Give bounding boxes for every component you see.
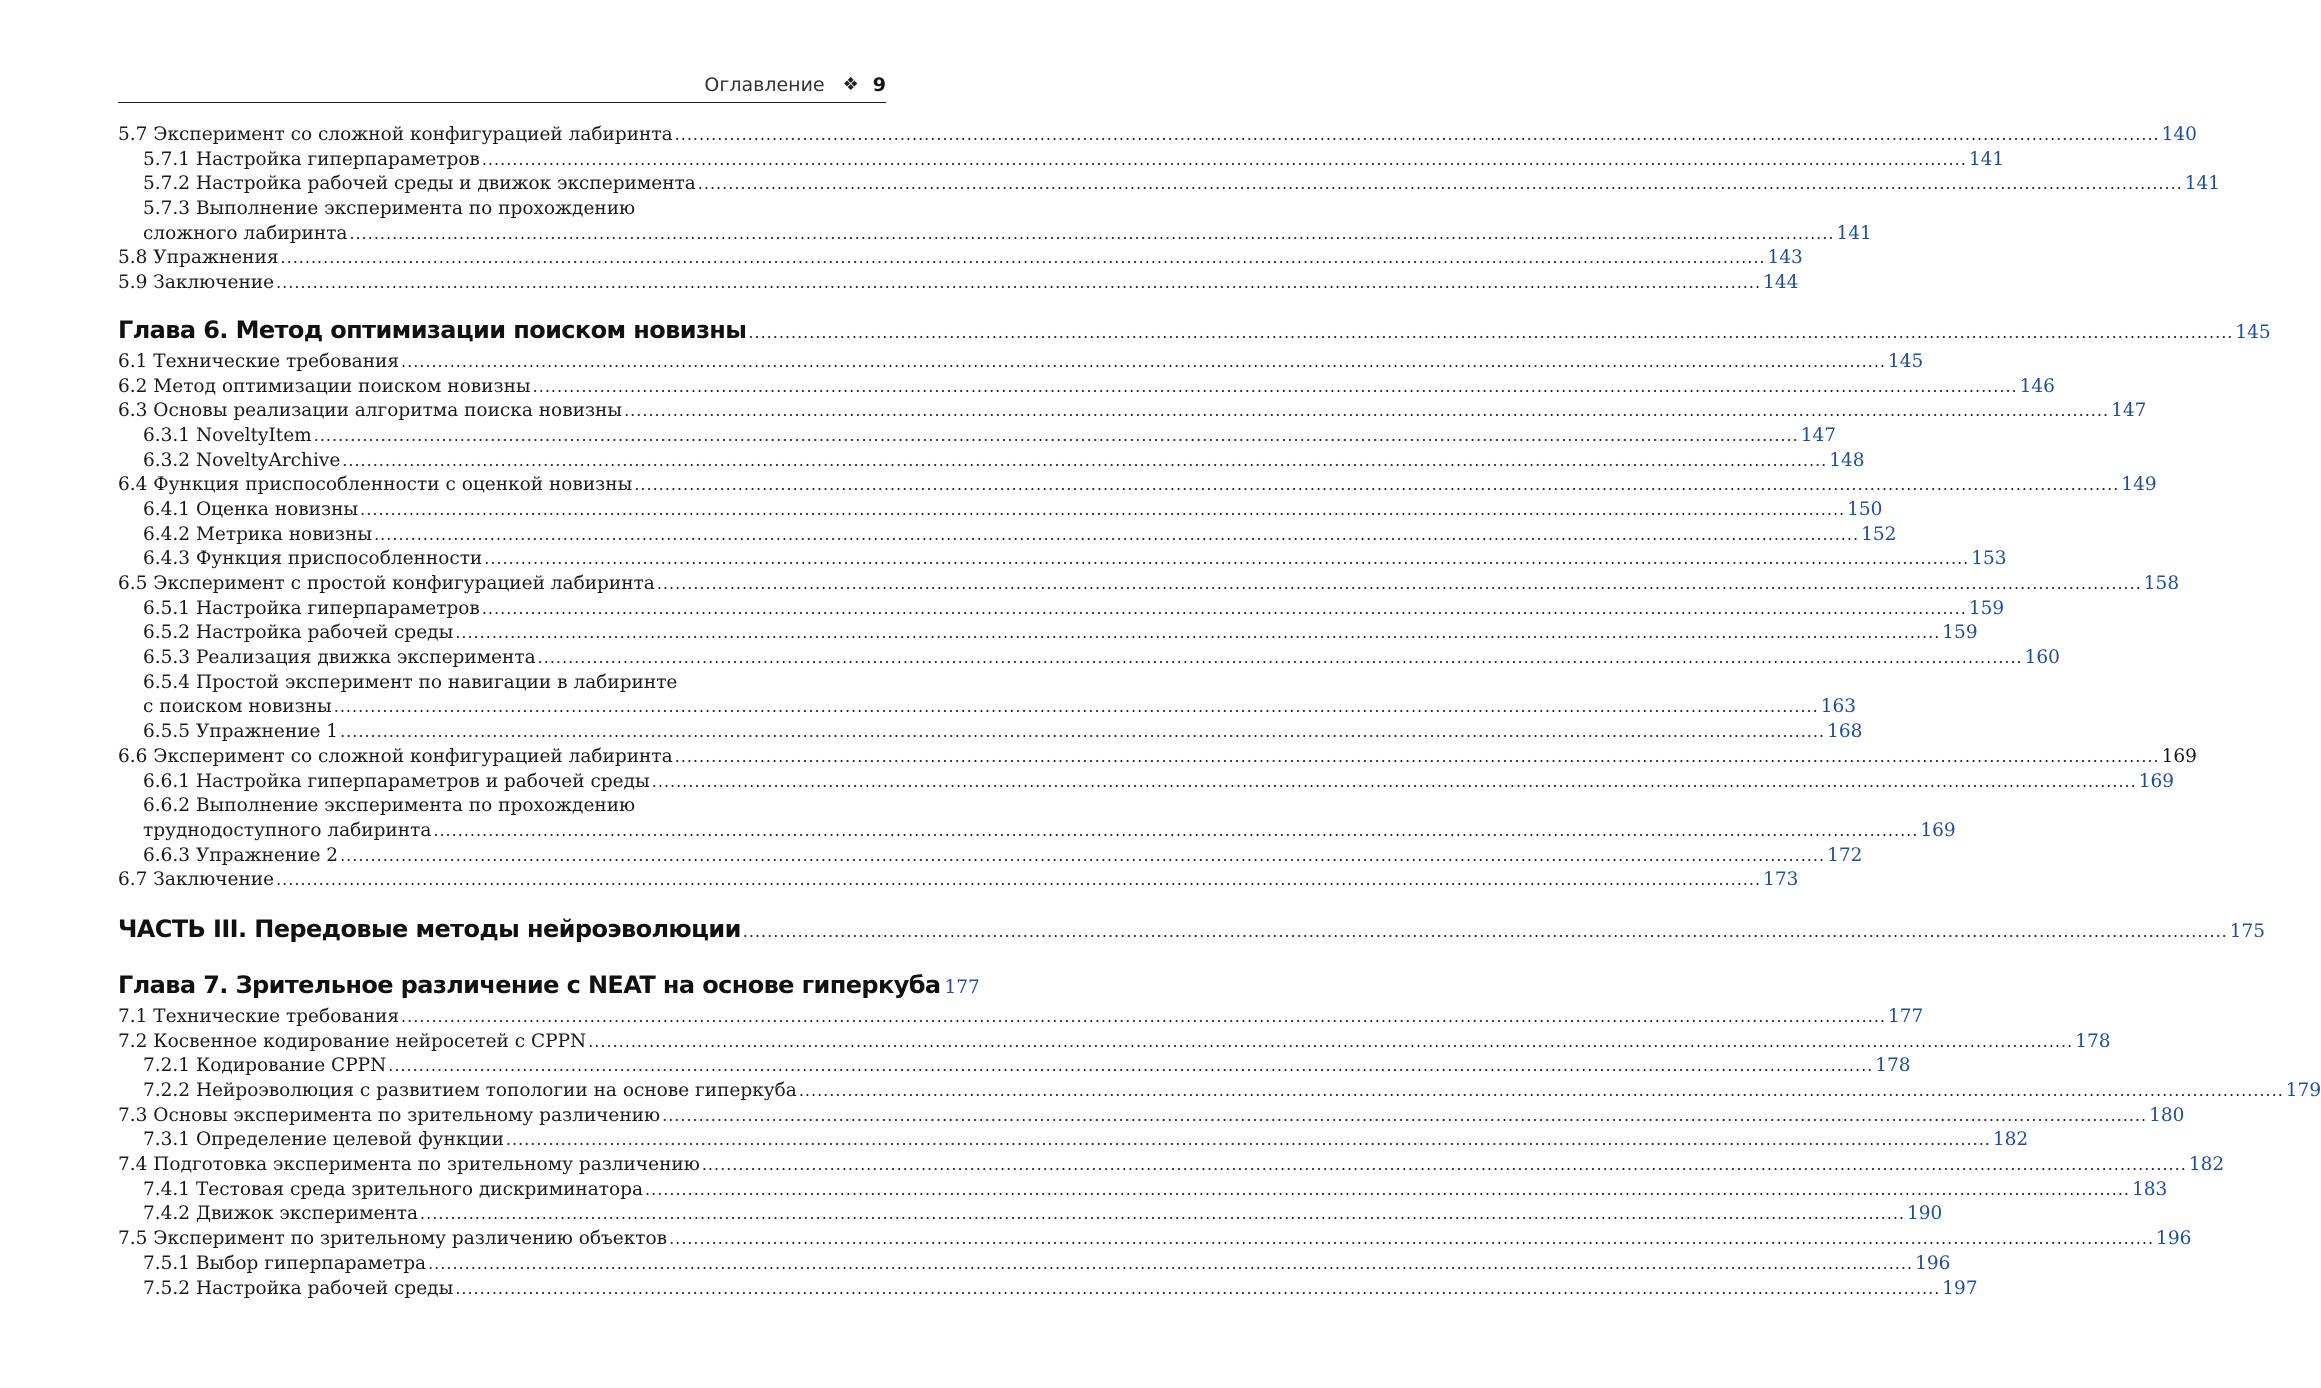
toc-entry-7-1[interactable]: 7.1 Технические требования ..... 177 (118, 1005, 886, 1030)
toc-page-link[interactable]: 145 (1888, 350, 1924, 372)
toc-chapter-6[interactable]: Глава 6. Метод оптимизации поиском новизны ..... 145 (118, 316, 886, 350)
toc-entry-7-4[interactable]: 7.4 Подготовка эксперимента по зрительному различению ..... 182 (118, 1153, 886, 1178)
toc-entry-5-7-3[interactable]: сложного лабиринта ..... 141 (118, 222, 886, 247)
toc-entry-5-8[interactable]: 5.8 Упражнения ..... 143 (118, 246, 886, 271)
toc-entry-6-5-2[interactable]: 6.5.2 Настройка рабочей среды ..... 159 (118, 621, 886, 646)
toc-entry-6-4-3[interactable]: 6.4.3 Функция приспособленности ..... 153 (118, 547, 886, 572)
toc-entry-6-5-3[interactable]: 6.5.3 Реализация движка эксперимента ..... 160 (118, 646, 886, 671)
toc-page-link[interactable]: 163 (1820, 696, 1857, 718)
toc-entry-5-7[interactable]: 5.7 Эксперимент со сложной конфигурацией лабиринта ..... 140 (118, 123, 886, 148)
toc-page-link[interactable]: 159 (1942, 622, 1978, 644)
toc-page-link[interactable]: 168 (1827, 721, 1863, 743)
toc-entry-6-6-1[interactable]: 6.6.1 Настройка гиперпараметров и рабочей среды ..... 169 (118, 770, 886, 795)
toc-page-link[interactable]: 144 (1763, 272, 1799, 294)
toc-entry-6-4-2[interactable]: 6.4.2 Метрика новизны ..... 152 (118, 523, 886, 548)
toc-page-link[interactable]: 196 (2156, 1228, 2192, 1250)
toc-page-link[interactable]: 152 (1861, 523, 1897, 545)
toc-page-link[interactable]: 182 (1992, 1129, 2029, 1151)
toc-entry-6-2[interactable]: 6.2 Метод оптимизации поиском новизны ..... 146 (118, 375, 886, 400)
toc-entry-6-5-4-line1: 6.5.4 Простой эксперимент по навигации в лабиринте (143, 671, 678, 693)
toc-page-link[interactable]: 159 (1968, 597, 2005, 619)
toc-entry-5-7-3-line1: 5.7.3 Выполнение эксперимента по прохождению (143, 198, 636, 220)
toc-page-link[interactable]: 160 (2024, 647, 2060, 669)
toc-page-link[interactable]: 177 (944, 976, 980, 998)
toc-entry-7-4-2[interactable]: 7.4.2 Движок эксперимента ..... 190 (118, 1202, 886, 1227)
toc-entry-7-5[interactable]: 7.5 Эксперимент по зрительному различению объектов ..... 196 (118, 1227, 886, 1252)
toc-page-link[interactable]: 147 (2111, 400, 2147, 422)
toc-page-link[interactable]: 178 (1875, 1055, 1911, 1077)
toc-page-link[interactable]: 141 (2184, 173, 2221, 195)
toc-entry-7-5-1[interactable]: 7.5.1 Выбор гиперпараметра ..... 196 (118, 1252, 886, 1277)
toc-page-link[interactable]: 173 (1763, 869, 1799, 891)
running-head (118, 74, 886, 103)
toc-page-link[interactable]: 169 (2138, 770, 2175, 792)
toc-entry-7-2-1[interactable]: 7.2.1 Кодирование CPPN ..... 178 (118, 1054, 886, 1079)
toc-chapter-7[interactable]: Глава 7. Зрительное различение с NEAT на основе гиперкуба 177 (118, 970, 980, 999)
toc-entry-7-2[interactable]: 7.2 Косвенное кодирование нейросетей с CPPN ..... 178 (118, 1030, 886, 1055)
toc-entry-6-6-3[interactable]: 6.6.3 Упражнение 2 ..... 172 (118, 844, 886, 869)
toc-entry-5-9[interactable]: 5.9 Заключение ..... 144 (118, 271, 886, 296)
toc-entry-6-1[interactable]: 6.1 Технические требования ..... 145 (118, 350, 886, 375)
toc-entry-7-5-2[interactable]: 7.5.2 Настройка рабочей среды ..... 197 (118, 1277, 886, 1302)
toc-entry-7-3[interactable]: 7.3 Основы эксперимента по зрительному различению ..... 180 (118, 1104, 886, 1129)
toc-page-link[interactable]: 190 (1906, 1203, 1943, 1225)
toc-entry-6-6-2[interactable]: труднодоступного лабиринта ..... 169 (118, 819, 886, 844)
toc-entry-6-4-1[interactable]: 6.4.1 Оценка новизны ..... 150 (118, 498, 886, 523)
toc-entry-6-3-1[interactable]: 6.3.1 NoveltyItem ..... 147 (118, 424, 886, 449)
toc-page-link[interactable]: 197 (1942, 1277, 1978, 1299)
toc-page-link[interactable]: 169 (2161, 745, 2197, 767)
toc-entry-6-5-1[interactable]: 6.5.1 Настройка гиперпараметров ..... 159 (118, 597, 886, 622)
toc-page-link[interactable]: 182 (2188, 1154, 2225, 1176)
toc-page-link[interactable]: 172 (1827, 844, 1863, 866)
toc-page-link[interactable]: 169 (1920, 819, 1956, 841)
toc-entry-6-4[interactable]: 6.4 Функция приспособленности с оценкой новизны ..... 149 (118, 473, 886, 498)
toc-page-link[interactable]: 153 (1971, 548, 2007, 570)
toc-part-3[interactable]: ЧАСТЬ III. Передовые методы нейроэволюции ..... 175 (118, 915, 886, 949)
toc-page-link[interactable]: 179 (2285, 1080, 2321, 1101)
toc-page-link[interactable]: 183 (2131, 1178, 2168, 1200)
toc-page-link[interactable]: 141 (1836, 222, 1872, 244)
toc-page-link[interactable]: 141 (1968, 148, 2005, 170)
toc-page-link[interactable]: 146 (2019, 375, 2055, 397)
toc-entry-5-7-2[interactable]: 5.7.2 Настройка рабочей среды и движок эксперимента ..... 141 (118, 172, 886, 197)
toc-entry-5-7-1[interactable]: 5.7.1 Настройка гиперпараметров ..... 141 (118, 148, 886, 173)
toc-entry-6-5-5[interactable]: 6.5.5 Упражнение 1 ..... 168 (118, 720, 886, 745)
toc-entry-6-3[interactable]: 6.3 Основы реализации алгоритма поиска новизны ..... 147 (118, 399, 886, 424)
toc-entry-6-6[interactable]: 6.6 Эксперимент со сложной конфигурацией лабиринта ..... 169 (118, 745, 886, 770)
toc-entry-6-7[interactable]: 6.7 Заключение ..... 173 (118, 868, 886, 893)
toc-page-link[interactable]: 140 (2161, 124, 2197, 145)
toc-page-link[interactable]: 177 (1888, 1005, 1924, 1027)
toc-page-link[interactable]: 143 (1767, 247, 1803, 269)
page-number: 9 (872, 74, 886, 96)
toc-entry-7-3-1[interactable]: 7.3.1 Определение целевой функции ..... 182 (118, 1128, 886, 1153)
toc-entry-7-2-2[interactable]: 7.2.2 Нейроэволюция с развитием топологии на основе гиперкуба ..... 179 (118, 1079, 886, 1104)
toc-page-link[interactable]: 178 (2075, 1030, 2111, 1052)
toc-page-link[interactable]: 175 (2229, 920, 2266, 942)
toc-page-link[interactable]: 147 (1800, 424, 1836, 446)
toc-page-link[interactable]: 180 (2149, 1104, 2185, 1126)
toc-page-link[interactable]: 148 (1829, 449, 1865, 471)
toc-page-link[interactable]: 149 (2121, 474, 2157, 496)
toc-page-link[interactable]: 145 (2235, 321, 2271, 343)
table-of-contents (118, 123, 2321, 1301)
toc-page-link[interactable]: 158 (2143, 573, 2180, 594)
toc-page-link[interactable]: 196 (1915, 1252, 1951, 1274)
diamond-ornament-icon: ❖ (842, 74, 859, 95)
toc-entry-7-4-1[interactable]: 7.4.1 Тестовая среда зрительного дискриминатора ..... 183 (118, 1178, 886, 1203)
toc-entry-6-6-2-line1: 6.6.2 Выполнение эксперимента по прохождению (143, 795, 636, 817)
toc-entry-6-5[interactable]: 6.5 Эксперимент с простой конфигурацией лабиринта ..... 158 (118, 572, 886, 597)
toc-entry-6-5-4[interactable]: с поиском новизны ..... 163 (118, 695, 886, 720)
running-head-title: Оглавление (704, 74, 825, 96)
toc-entry-6-3-2[interactable]: 6.3.2 NoveltyArchive ..... 148 (118, 449, 886, 474)
toc-page-link[interactable]: 150 (1847, 498, 1883, 520)
